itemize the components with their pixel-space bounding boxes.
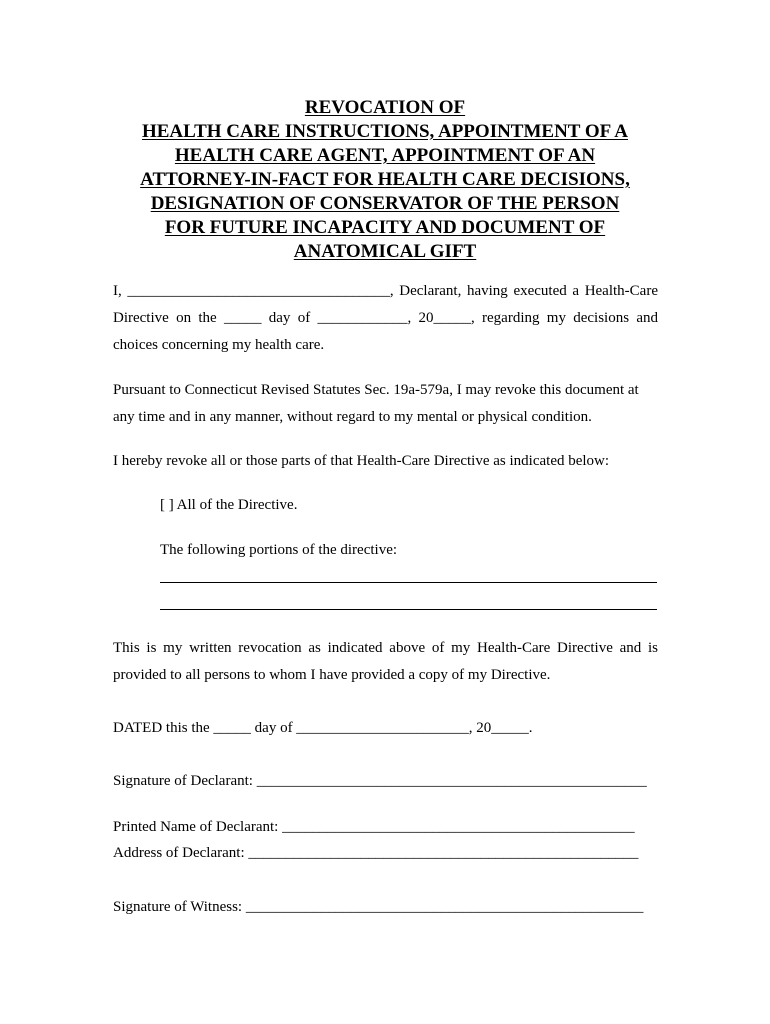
portions-blank-line [160,609,657,610]
statute-paragraph-line: any time and in any manner, without regard to my mental or physical condition. [113,409,592,425]
declarant-signature-field [113,768,658,795]
address-field [113,840,658,867]
portions-label: The following portions of the directive: [160,542,398,558]
dated-text: DATED this the _____ day of _______________________, 20_____. [113,720,533,736]
written-revocation-paragraph [113,635,658,689]
title-line: HEALTH CARE AGENT, APPOINTMENT OF AN [174,145,596,166]
revoke-statement [113,448,658,475]
printed-name-field [113,814,658,841]
title-line: ANATOMICAL GIFT [293,241,477,262]
title-line: HEALTH CARE INSTRUCTIONS, APPOINTMENT OF A [141,121,628,142]
statute-paragraph-line: Pursuant to Connecticut Revised Statutes Sec. 19a-579a, I may revoke this document at [113,382,639,398]
title-line: REVOCATION OF [304,97,466,118]
all-directive-option [160,492,657,519]
document-title [100,96,670,264]
statute-paragraph [113,377,658,431]
dated-line [113,715,658,742]
all-directive-checkbox-text: [ ] All of the Directive. [160,497,298,513]
address-text: Address of Declarant: ____________________________________________________ [113,845,639,861]
declarant-paragraph [113,278,658,359]
title-line: FOR FUTURE INCAPACITY AND DOCUMENT OF [164,217,606,238]
declarant-paragraph-line: choices concerning my health care. [113,337,325,353]
witness-signature-field [113,894,658,921]
portions-option [160,537,657,564]
written-revocation-line: provided to all persons to whom I have provided a copy of my Directive. [113,667,551,683]
printed-name-text: Printed Name of Declarant: _______________________________________________ [113,819,635,835]
written-revocation-line: This is my written revocation as indicated above of my Health-Care Directive and is [113,640,658,656]
declarant-paragraph-line: Directive on the _____ day of ____________, 20_____, regarding my decisions and [113,310,658,326]
portions-blank-line [160,582,657,583]
revoke-statement-text: I hereby revoke all or those parts of that Health-Care Directive as indicated below: [113,453,610,469]
witness-signature-text: Signature of Witness: _____________________________________________________ [113,899,644,915]
declarant-signature-text: Signature of Declarant: ____________________________________________________ [113,773,647,789]
title-line: DESIGNATION OF CONSERVATOR OF THE PERSON [150,193,620,214]
title-line: ATTORNEY-IN-FACT FOR HEALTH CARE DECISIONS, [140,169,630,190]
declarant-paragraph-line: I, ___________________________________, Declarant, having executed a Health-Care [113,283,658,299]
